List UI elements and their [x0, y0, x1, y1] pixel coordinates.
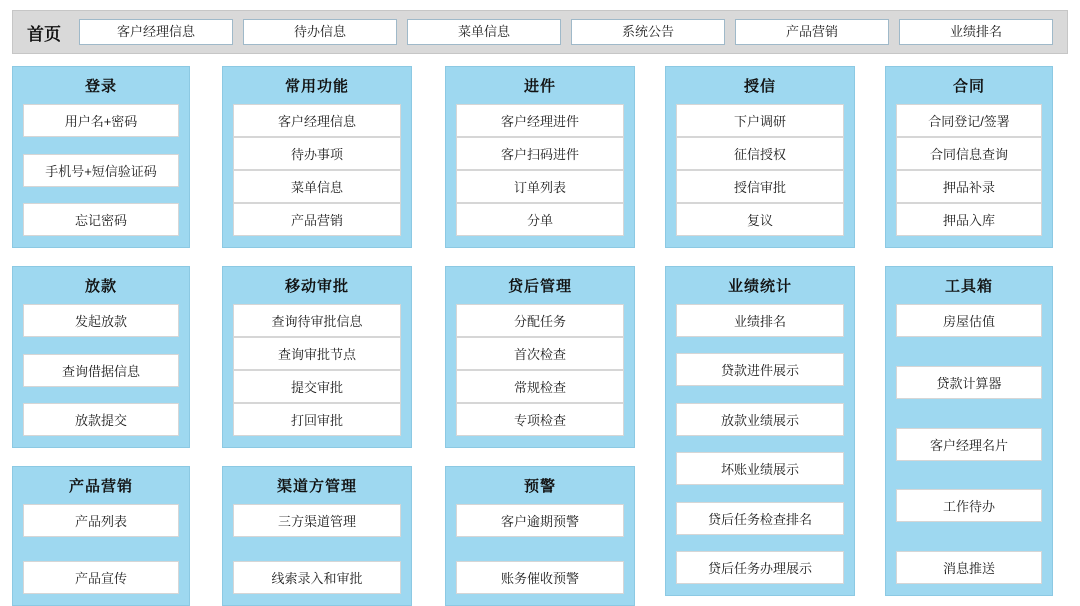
module-group	[885, 266, 1053, 596]
group-title: 常用功能	[284, 78, 349, 95]
group-title: 产品营销	[68, 478, 133, 495]
module-group	[12, 266, 190, 448]
group-item[interactable]: 客户逾期预警	[456, 504, 624, 537]
group-title: 渠道方管理	[276, 478, 357, 495]
group-title: 工具箱	[944, 278, 993, 295]
group-item[interactable]: 菜单信息	[233, 170, 401, 203]
top-nav-item[interactable]: 菜单信息	[407, 19, 561, 45]
group-item[interactable]: 业绩排名	[676, 304, 844, 337]
top-nav-item[interactable]: 业绩排名	[899, 19, 1053, 45]
group-title: 预警	[523, 478, 556, 495]
module-group	[12, 66, 190, 248]
group-item[interactable]: 产品宣传	[23, 561, 179, 594]
module-group	[445, 66, 635, 248]
group-item[interactable]: 查询审批节点	[233, 337, 401, 370]
group-item-list	[23, 304, 179, 436]
group-item-list	[233, 504, 401, 594]
group-item[interactable]: 客户经理信息	[233, 104, 401, 137]
group-title: 移动审批	[284, 278, 349, 295]
group-item[interactable]: 押品补录	[896, 170, 1042, 203]
group-item[interactable]: 分单	[456, 203, 624, 236]
group-title: 进件	[523, 78, 556, 95]
module-group	[445, 466, 635, 606]
page-title: 首页	[27, 24, 61, 44]
group-item[interactable]: 工作待办	[896, 489, 1042, 522]
group-item[interactable]: 忘记密码	[23, 203, 179, 236]
group-title: 放款	[84, 278, 117, 295]
group-title: 合同	[952, 78, 985, 95]
group-item[interactable]: 贷后任务检查排名	[676, 502, 844, 535]
module-group	[445, 266, 635, 448]
group-item[interactable]: 打回审批	[233, 403, 401, 436]
group-item[interactable]: 待办事项	[233, 137, 401, 170]
group-item[interactable]: 消息推送	[896, 551, 1042, 584]
group-item[interactable]: 放款提交	[23, 403, 179, 436]
group-item[interactable]: 复议	[676, 203, 844, 236]
group-item[interactable]: 提交审批	[233, 370, 401, 403]
group-item[interactable]: 订单列表	[456, 170, 624, 203]
module-group	[12, 466, 190, 606]
top-nav-item[interactable]: 待办信息	[243, 19, 397, 45]
group-item[interactable]: 分配任务	[456, 304, 624, 337]
group-item[interactable]: 合同信息查询	[896, 137, 1042, 170]
group-item-list	[233, 104, 401, 236]
top-nav-item[interactable]: 系统公告	[571, 19, 725, 45]
group-item[interactable]: 客户经理进件	[456, 104, 624, 137]
group-item-list	[896, 104, 1042, 236]
group-item[interactable]: 授信审批	[676, 170, 844, 203]
group-item[interactable]: 账务催收预警	[456, 561, 624, 594]
group-item-list	[676, 104, 844, 236]
group-item-list	[456, 104, 624, 236]
group-item[interactable]: 押品入库	[896, 203, 1042, 236]
group-item[interactable]: 贷款计算器	[896, 366, 1042, 399]
group-item[interactable]: 三方渠道管理	[233, 504, 401, 537]
group-item[interactable]: 贷后任务办理展示	[676, 551, 844, 584]
group-item[interactable]: 产品营销	[233, 203, 401, 236]
group-item-list	[23, 504, 179, 594]
group-item[interactable]: 征信授权	[676, 137, 844, 170]
group-item[interactable]: 客户扫码进件	[456, 137, 624, 170]
group-item-list	[456, 304, 624, 436]
group-item[interactable]: 合同登记/签署	[896, 104, 1042, 137]
group-item[interactable]: 坏账业绩展示	[676, 452, 844, 485]
group-item-list	[23, 104, 179, 236]
top-nav-bar	[12, 10, 1068, 54]
module-group	[222, 266, 412, 448]
group-item-list	[676, 304, 844, 584]
module-group	[665, 66, 855, 248]
top-nav-items	[79, 19, 1053, 45]
group-item[interactable]: 专项检查	[456, 403, 624, 436]
group-item[interactable]: 常规检查	[456, 370, 624, 403]
module-board	[12, 66, 1068, 606]
group-item[interactable]: 发起放款	[23, 304, 179, 337]
group-title: 贷后管理	[507, 278, 572, 295]
group-item[interactable]: 房屋估值	[896, 304, 1042, 337]
group-item[interactable]: 产品列表	[23, 504, 179, 537]
group-item[interactable]: 客户经理名片	[896, 428, 1042, 461]
group-item[interactable]: 放款业绩展示	[676, 403, 844, 436]
module-group	[222, 466, 412, 606]
module-group	[885, 66, 1053, 248]
module-group	[222, 66, 412, 248]
group-title: 业绩统计	[727, 278, 792, 295]
group-item-list	[456, 504, 624, 594]
group-item[interactable]: 贷款进件展示	[676, 353, 844, 386]
module-group	[665, 266, 855, 596]
top-nav-item[interactable]: 客户经理信息	[79, 19, 233, 45]
group-item[interactable]: 手机号+短信验证码	[23, 154, 179, 187]
group-item[interactable]: 查询待审批信息	[233, 304, 401, 337]
group-item[interactable]: 首次检查	[456, 337, 624, 370]
group-item[interactable]: 下户调研	[676, 104, 844, 137]
group-title: 授信	[743, 78, 776, 95]
group-item-list	[896, 304, 1042, 584]
top-nav-item[interactable]: 产品营销	[735, 19, 889, 45]
group-title: 登录	[84, 78, 117, 95]
group-item[interactable]: 查询借据信息	[23, 354, 179, 387]
group-item[interactable]: 线索录入和审批	[233, 561, 401, 594]
group-item-list	[233, 304, 401, 436]
group-item[interactable]: 用户名+密码	[23, 104, 179, 137]
